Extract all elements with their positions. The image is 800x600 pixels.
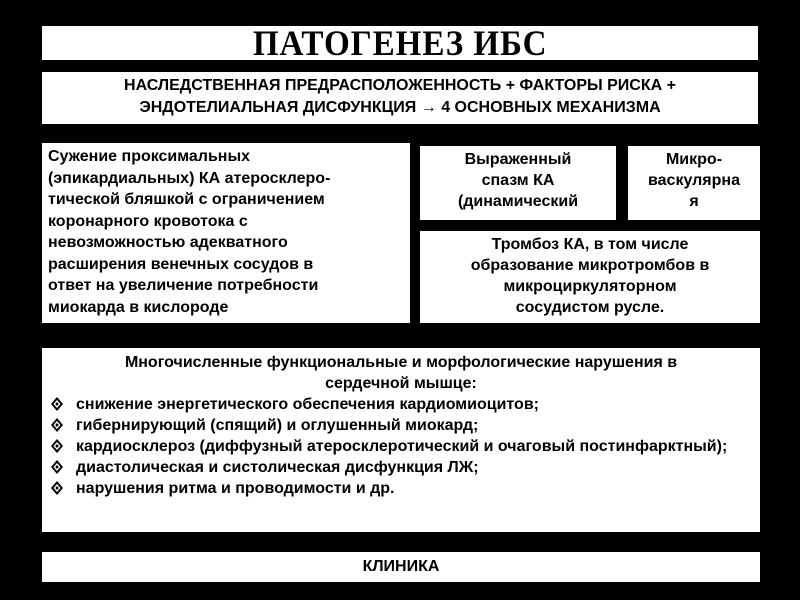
mechanism-text-line: Тромбоз КА, в том числе bbox=[491, 236, 689, 253]
mechanism-text-line: (эпикардиальных) КА атеросклеро- bbox=[48, 169, 331, 187]
mechanism-text-line: коронарного кровотока с bbox=[48, 212, 248, 230]
mechanism-text-line: спазм КА bbox=[481, 172, 555, 189]
header-box bbox=[42, 72, 758, 124]
header-line: НАСЛЕДСТВЕННАЯ ПРЕДРАСПОЛОЖЕННОСТЬ + ФАКТОРЫ РИСКА + bbox=[124, 77, 676, 94]
mechanism-text-line: тической бляшкой с ограничением bbox=[48, 191, 325, 208]
disorder-text: диастолическая и систолическая дисфункция ЛЖ; bbox=[76, 459, 479, 476]
diamond-bullet-icon bbox=[50, 459, 64, 475]
mechanism-thrombosis-box bbox=[420, 231, 760, 323]
list-item bbox=[50, 436, 752, 457]
mechanism-text-line: миокарда в кислороде bbox=[48, 298, 229, 316]
list-item bbox=[50, 394, 752, 415]
mechanism-text-line: (динамический bbox=[457, 193, 579, 210]
mechanism-text-line: сосудистом русле. bbox=[515, 299, 665, 316]
disorders-title-line: Многочисленные функциональные и морфологические нарушения в bbox=[124, 354, 678, 371]
list-item bbox=[50, 415, 752, 436]
disorders-title-line: сердечной мышце: bbox=[325, 375, 477, 392]
myocardial-disorders-box bbox=[42, 348, 760, 532]
header-line: ЭНДОТЕЛИАЛЬНАЯ ДИСФУНКЦИЯ → 4 ОСНОВНЫХ МЕХАНИЗМА bbox=[139, 99, 661, 116]
mechanism-stenosis-box bbox=[42, 143, 410, 323]
mechanism-text-line: ответ на увеличение потребности bbox=[48, 277, 319, 294]
mechanism-text-line: образование микротромбов в bbox=[470, 257, 710, 274]
list-item bbox=[50, 478, 752, 499]
mechanism-text-line: расширения венечных сосудов в bbox=[48, 255, 314, 273]
clinic-label: КЛИНИКА bbox=[362, 558, 440, 575]
mechanism-text-line: Микро- bbox=[665, 151, 723, 168]
disorder-text: гибернирующий (спящий) и оглушенный миокард; bbox=[76, 417, 479, 434]
mechanism-text-line: Выраженный bbox=[464, 151, 572, 168]
list-item bbox=[50, 457, 752, 478]
title-box bbox=[42, 26, 758, 60]
mechanism-text-line: я bbox=[689, 193, 699, 210]
page-title: ПАТОГЕНЕЗ ИБС bbox=[252, 26, 548, 60]
mechanism-text-line: микроциркуляторном bbox=[503, 278, 677, 295]
mechanism-spasm-box bbox=[420, 146, 616, 220]
disorder-text: нарушения ритма и проводимости и др. bbox=[76, 480, 395, 497]
diamond-bullet-icon bbox=[50, 396, 64, 412]
diamond-bullet-icon bbox=[50, 417, 64, 433]
mechanism-text-line: невозможностью адекватного bbox=[48, 234, 288, 251]
mechanism-text-line: васкулярна bbox=[648, 172, 740, 189]
mechanism-microvascular-box bbox=[628, 146, 760, 220]
disorder-text: кардиосклероз (диффузный атеросклеротический и очаговый постинфарктный); bbox=[76, 438, 728, 455]
disorder-text: снижение энергетического обеспечения кардиомиоцитов; bbox=[76, 396, 539, 413]
clinic-box bbox=[42, 552, 760, 582]
disorders-list bbox=[50, 394, 752, 499]
diamond-bullet-icon bbox=[50, 438, 64, 454]
mechanism-text-line: Сужение проксимальных bbox=[48, 148, 251, 165]
diamond-bullet-icon bbox=[50, 480, 64, 496]
